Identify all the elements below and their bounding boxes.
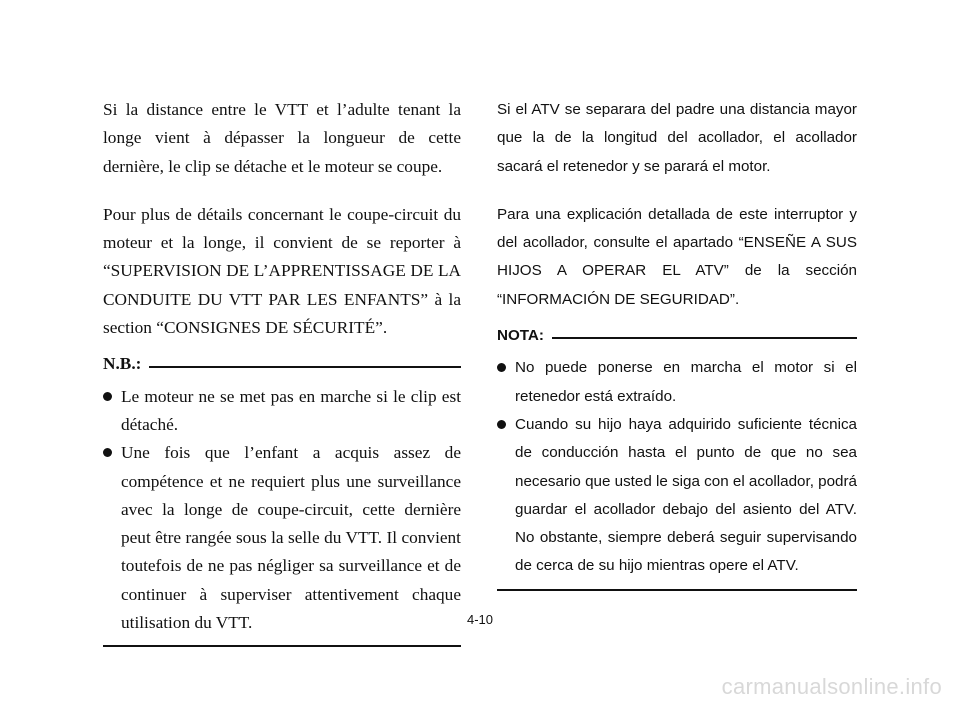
watermark: carmanualsonline.info (721, 674, 942, 699)
spanish-note-header (497, 322, 857, 350)
spanish-note-item: No puede ponerse en marcha el motor si el retenedor está extraído. (497, 354, 857, 411)
spanish-note-end-rule (497, 589, 857, 591)
french-paragraph-2: Pour plus de détails concernant le coupe-circuit du moteur et la longe, il convient de se reporter à “SUPERVISION DE L’APPRENTISSAGE DE LA CONDUITE DU VTT PAR LES ENFANTS” à la section “CONSIGNES DE SÉCURITÉ”. (103, 204, 461, 338)
page-number: 4-10 (466, 612, 494, 627)
spanish-note-item: Cuando su hijo haya adquirido suficiente técnica de conducción hasta el punto de que no sea necesario que usted le siga con el acollador, podrá guardar el acollador debajo del asiento del ATV. No obstante, siempre deberá seguir supervisando de cerca de su hijo mientras opere el ATV. (497, 411, 857, 581)
bullet-icon (103, 392, 112, 401)
bullet-icon (497, 420, 506, 429)
bullet-icon (103, 448, 112, 457)
french-note-item: Une fois que l’enfant a acquis assez de compétence et ne requiert plus une surveillance avec la longe de coupe-circuit, cette dernière peut être rangée sous la selle du VTT. Il convient toutefois de ne pas négliger sa surveillance et de continuer à superviser attentivement chaque utilisation du VTT. (103, 439, 461, 637)
spanish-note-rule (552, 337, 857, 339)
french-note-rule (149, 366, 461, 368)
french-note-header (103, 350, 461, 378)
bullet-icon (497, 363, 506, 372)
french-note-label: N.B.: (103, 354, 142, 374)
spanish-note-label: NOTA: (497, 327, 544, 345)
french-note-end-rule (103, 645, 461, 647)
french-column (103, 96, 461, 647)
french-note-item: Le moteur ne se met pas en marche si le clip est détaché. (103, 383, 461, 440)
french-note-list (103, 383, 461, 638)
spanish-paragraph-2: Para una explicación detallada de este interruptor y del acollador, consulte el apartado “ENSEÑE A SUS HIJOS A OPERAR EL ATV” de la sección “INFORMACIÓN DE SEGURIDAD”. (497, 205, 857, 308)
french-paragraph-1: Si la distance entre le VTT et l’adulte tenant la longe vient à dépasser la longueur de cette dernière, le clip se détache et le moteur se coupe. (103, 100, 461, 176)
spanish-column (497, 96, 857, 591)
spanish-paragraph-1: Si el ATV se separara del padre una distancia mayor que la de la longitud del acollador, el acollador sacará el retenedor y se parará el motor. (497, 101, 857, 175)
spanish-note-list (497, 354, 857, 580)
